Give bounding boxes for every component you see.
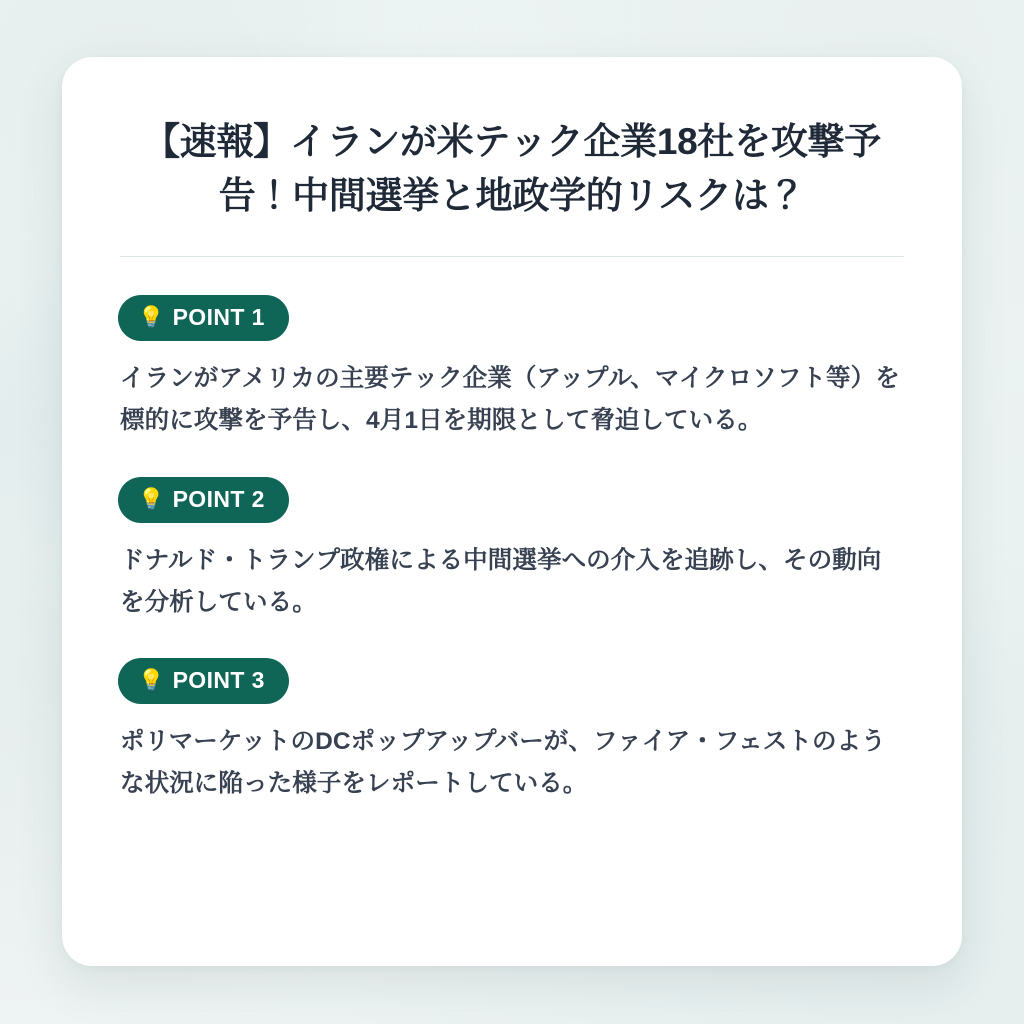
lightbulb-icon: 💡 bbox=[138, 487, 165, 511]
page-title: 【速報】イランが米テック企業18社を攻撃予告！中間選挙と地政学的リスクは？ bbox=[143, 121, 881, 216]
points-list bbox=[118, 295, 906, 805]
point-badge-3 bbox=[118, 658, 289, 704]
point-badge-label: POINT 2 bbox=[172, 485, 265, 512]
point-text-1: イランがアメリカの主要テック企業（アップル、マイクロソフト等）を標的に攻撃を予告し、4月1日を期限として脅迫している。 bbox=[120, 365, 900, 435]
point-badge-2 bbox=[118, 477, 289, 523]
lightbulb-icon: 💡 bbox=[138, 306, 165, 330]
point-badge-1 bbox=[118, 295, 289, 341]
point-item bbox=[118, 658, 906, 805]
point-item bbox=[118, 477, 906, 624]
point-badge-label: POINT 3 bbox=[172, 666, 265, 693]
point-text-2: ドナルド・トランプ政権による中間選挙への介入を追跡し、その動向を分析している。 bbox=[120, 546, 882, 616]
lightbulb-icon: 💡 bbox=[138, 668, 165, 692]
point-text-3: ポリマーケットのDCポップアップバーが、ファイア・フェストのような状況に陥った様子をレポートしている。 bbox=[120, 727, 886, 797]
point-badge-label: POINT 1 bbox=[172, 304, 265, 331]
point-item bbox=[118, 295, 906, 442]
title-divider bbox=[120, 256, 904, 257]
summary-card bbox=[62, 57, 962, 966]
